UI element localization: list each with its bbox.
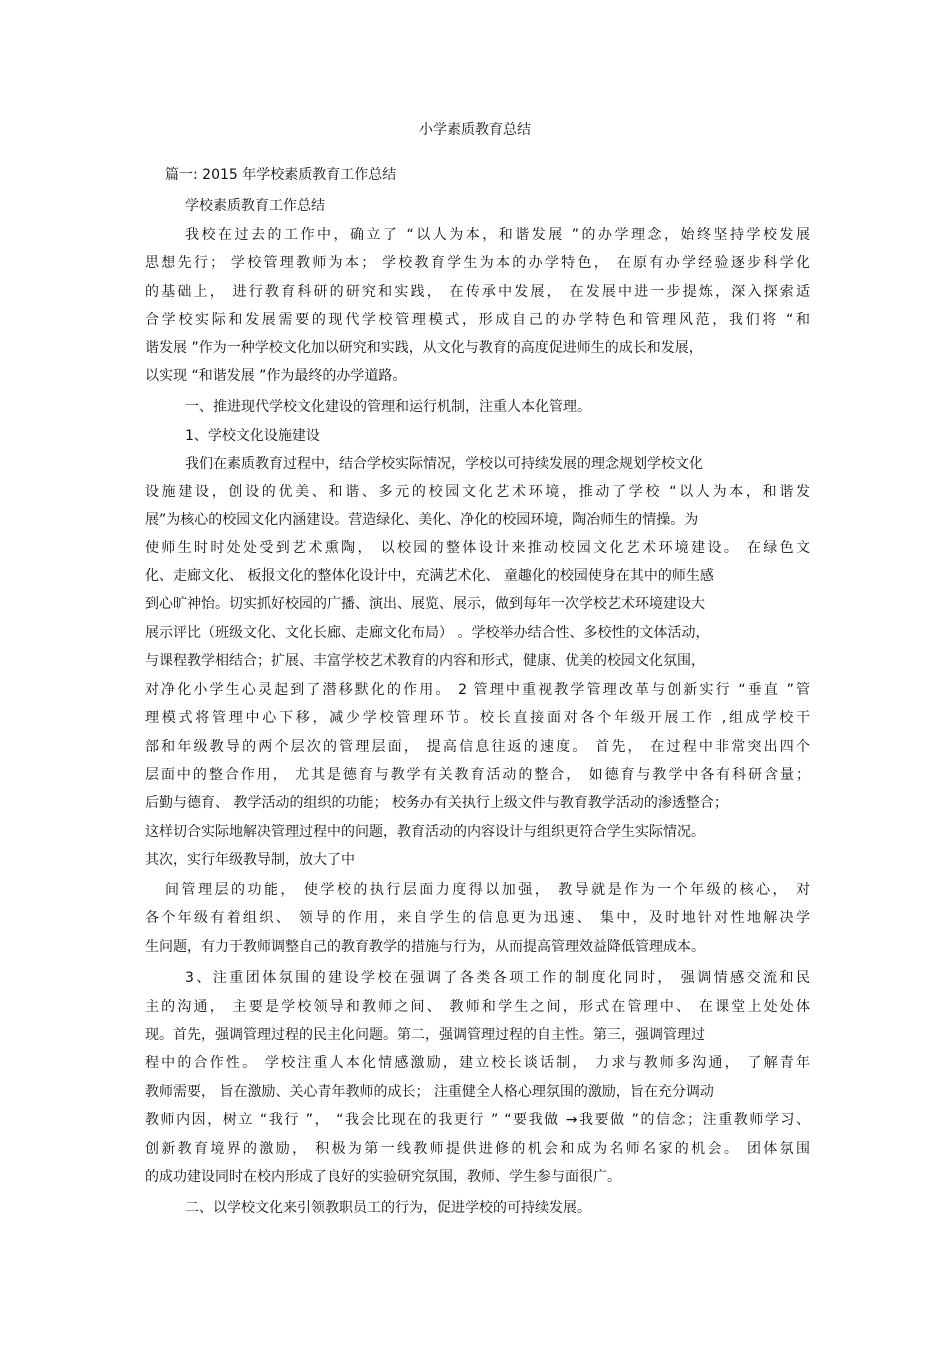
paragraph-line: 创新教育境界的激励， 积极为第一线教师提供进修的机会和成为名师名家的机会。 团体氛围	[145, 1141, 810, 1157]
paragraph-line: 教师内因，树立 “我行 ”， “我会比现在的我更行 ” “要我做 →我要做 ”的信念；注重教师学习、	[145, 1112, 810, 1128]
paragraph-line: 展示评比（班级文化、文化长廊、走廊文化布局） 。学校举办结合性、多校性的文体活动，	[145, 625, 710, 641]
paragraph-line: 理模式将管理中心下移，减少学校管理环节。校长直接面对各个年级开展工作 ,组成学校干	[145, 710, 810, 726]
paragraph-line: 篇一: 2015 年学校素质教育工作总结	[165, 167, 397, 183]
paragraph-line: 谐发展 ”作为一种学校文化加以研究和实践，从文化与教育的高度促进师生的成长和发展，	[145, 340, 703, 356]
paragraph-line: 以实现 “和谐发展 ”作为最终的办学道路。	[145, 368, 407, 384]
paragraph-line: 合学校实际和发展需要的现代学校管理模式，形成自己的办学特色和管理风范，我们将 “和	[145, 312, 810, 328]
paragraph-line: 化、走廊文化、 板报文化的整体化设计中，充满艺术化、 童趣化的校园使身在其中的师生感	[145, 568, 714, 584]
paragraph-line: 对净化小学生心灵起到了潜移默化的作用。 2 管理中重视教学管理改革与创新实行 “垂直 ”管	[145, 682, 810, 698]
paragraph-line: 思想先行； 学校管理教师为本； 学校教育学生为本的办学特色， 在原有办学经验逐步科学化	[145, 255, 810, 271]
paragraph-line: 我们在素质教育过程中，结合学校实际情况，学校以可持续发展的理念规划学校文化	[185, 456, 703, 472]
paragraph-line: 我校在过去的工作中，确立了 “以人为本，和谐发展 ”的办学理念，始终坚持学校发展	[185, 227, 810, 243]
paragraph-line: 其次，实行年级教导制，放大了中	[145, 852, 355, 868]
paragraph-line: 使师生时时处处受到艺术熏陶， 以校园的整体设计来推动校园文化艺术环境建设。 在绿色文	[145, 540, 810, 556]
paragraph-line: 后勤与德育、 教学活动的组织的功能； 校务办有关执行上级文件与教育教学活动的渗透整合；	[145, 795, 728, 811]
paragraph-line: 主的沟通， 主要是学校领导和教师之间、 教师和学生之间，形式在管理中、 在课堂上处处体	[145, 999, 810, 1015]
paragraph-line: 的基础上， 进行教育科研的研究和实践， 在传承中发展， 在发展中进一步提炼，深入探索适	[145, 284, 810, 300]
paragraph-line: 程中的合作性。 学校注重人本化情感激励，建立校长谈话制， 力求与教师多沟通， 了解青年	[145, 1055, 810, 1071]
paragraph-line: 到心旷神怡。切实抓好校园的广播、演出、展览、展示，做到每年一次学校艺术环境建设大	[145, 596, 705, 612]
paragraph-line: 这样切合实际地解决管理过程中的问题，教育活动的内容设计与组织更符合学生实际情况。	[145, 824, 705, 840]
paragraph-line: 层面中的整合作用， 尤其是德育与教学有关教育活动的整合， 如德育与教学中各有科研含量；	[145, 767, 810, 783]
paragraph-line: 各个年级有着组织、 领导的作用，来自学生的信息更为迅速、 集中，及时地针对性地解决学	[145, 910, 810, 926]
paragraph-line: 学校素质教育工作总结	[185, 198, 325, 214]
paragraph-line: 生问题，有力于教师调整自己的教育教学的措施与行为，从而提高管理效益降低管理成本。	[145, 939, 705, 955]
paragraph-line: 部和年级教导的两个层次的管理层面， 提高信息往返的速度。 首先， 在过程中非常突出四个	[145, 739, 810, 755]
paragraph-line: 教师需要， 旨在激励、关心青年教师的成长； 注重健全人格心理氛围的激励，旨在充分调动	[145, 1084, 714, 1100]
paragraph-line: 与课程教学相结合；扩展、丰富学校艺术教育的内容和形式，健康、优美的校园文化氛围，	[145, 653, 705, 669]
paragraph-line: 二、以学校文化来引领教职员工的行为，促进学校的可持续发展。	[185, 1200, 591, 1216]
paragraph-line: 设施建设，创设的优美、和谐、多元的校园文化艺术环境，推动了学校 “以人为本，和谐发	[145, 484, 810, 500]
paragraph-line: 现。首先，强调管理过程的民主化问题。第二，强调管理过程的自主性。第三，强调管理过	[145, 1027, 705, 1043]
paragraph-line: 1、学校文化设施建设	[185, 428, 320, 444]
paragraph-line: 间管理层的功能， 使学校的执行层面力度得以加强， 教导就是作为一个年级的核心， 对	[165, 882, 810, 898]
paragraph-line: 的成功建设同时在校内形成了良好的实验研究氛围，教师、学生参与面很广。	[145, 1169, 621, 1185]
paragraph-line: 3、注重团体氛围的建设学校在强调了各类各项工作的制度化同时， 强调情感交流和民	[185, 970, 810, 986]
document-title: 小学素质教育总结	[419, 122, 531, 138]
paragraph-line: 一、推进现代学校文化建设的管理和运行机制，注重人本化管理。	[185, 399, 591, 415]
paragraph-line: 展”为核心的校园文化内涵建设。营造绿化、美化、净化的校园环境，陶冶师生的情操。为	[145, 512, 699, 528]
